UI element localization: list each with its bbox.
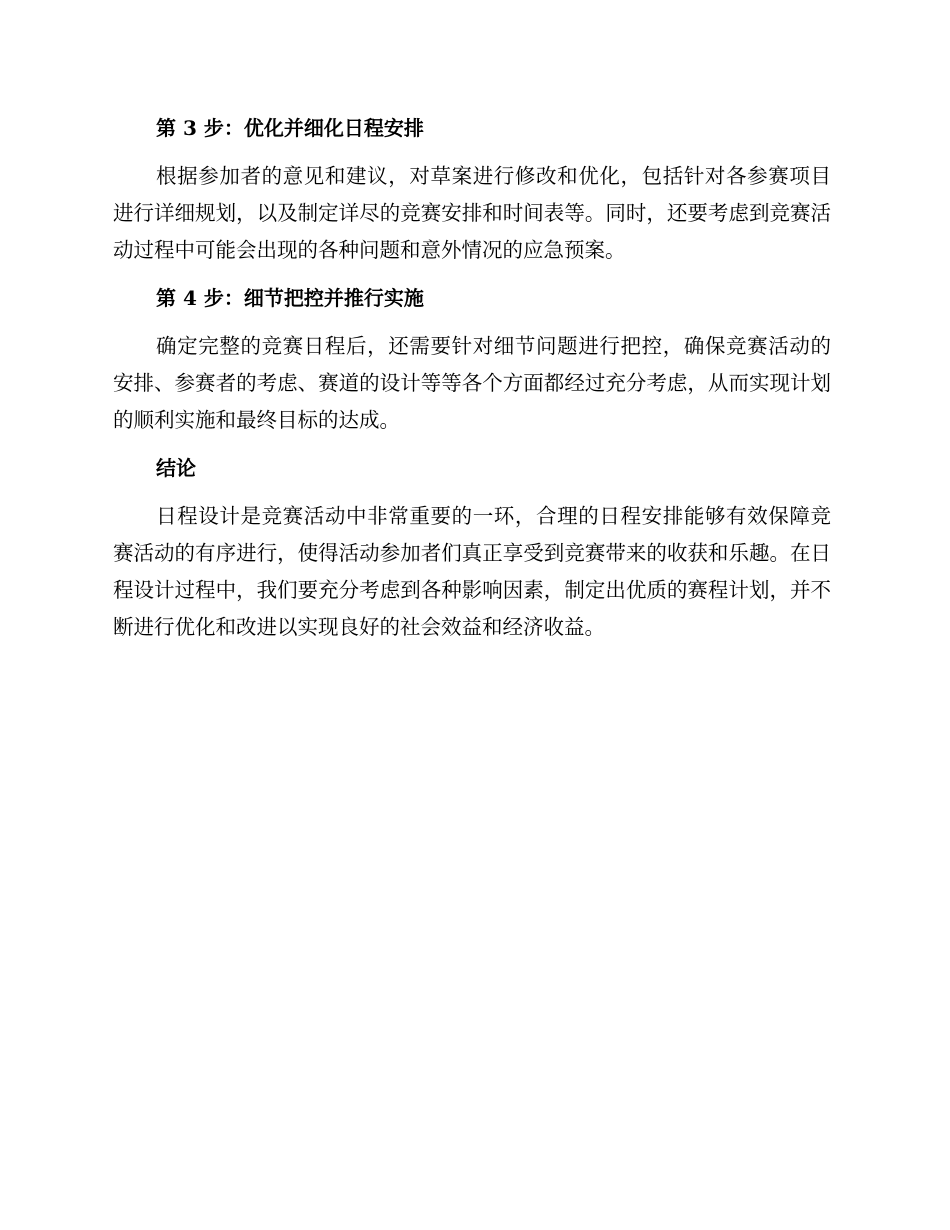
step-4-paragraph: 确定完整的竞赛日程后，还需要针对细节问题进行把控，确保竞赛活动的安排、参赛者的考虑、赛道的设计等等各个方面都经过充分考虑，从而实现计划的顺利实施和最终目标的达成。 — [113, 334, 831, 432]
step-4-heading: 第 4 步：细节把控并推行实施 — [156, 286, 424, 310]
conclusion-heading: 结论 — [156, 456, 196, 480]
step-3-paragraph: 根据参加者的意见和建议，对草案进行修改和优化，包括针对各参赛项目进行详细规划，以及制定详尽的竞赛安排和时间表等。同时，还要考虑到竞赛活动过程中可能会出现的各种问题和意外情况的应急预案。 — [113, 164, 831, 262]
document-body — [113, 110, 831, 646]
step-3-heading: 第 3 步：优化并细化日程安排 — [156, 116, 424, 140]
conclusion-paragraph: 日程设计是竞赛活动中非常重要的一环，合理的日程安排能够有效保障竞赛活动的有序进行，使得活动参加者们真正享受到竞赛带来的收获和乐趣。在日程设计过程中，我们要充分考虑到各种影响因素，制定出优质的赛程计划，并不断进行优化和改进以实现良好的社会效益和经济收益。 — [113, 504, 831, 639]
